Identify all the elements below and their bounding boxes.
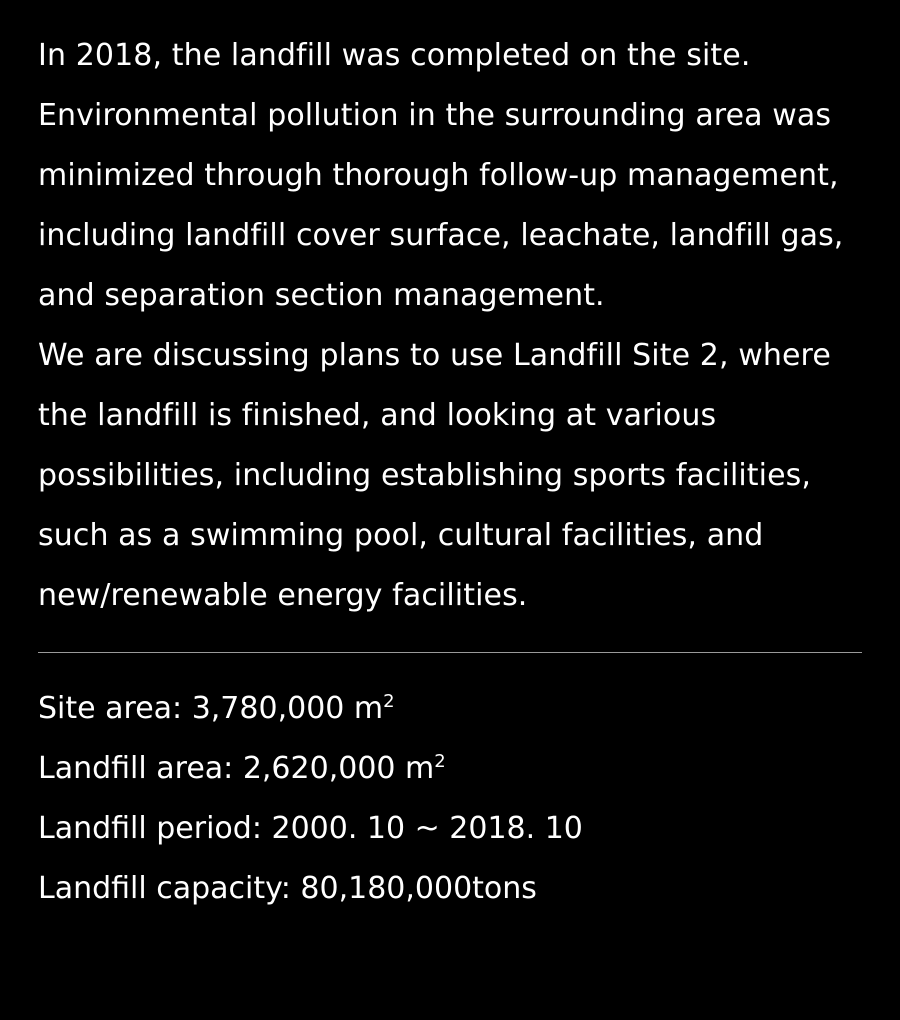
fact-value: 2000. 10 ~ 2018. 10	[271, 811, 583, 846]
fact-value: 80,180,000tons	[300, 871, 537, 906]
fact-value: 2,620,000 m	[242, 751, 435, 786]
fact-superscript: 2	[434, 751, 446, 772]
paragraph-1: In 2018, the landfill was completed on the site. Environmental pollution in the surrounding area was minimized through thorough follow-up management, including landfill cover surface, leachate, landfill gas, and separation section management.	[38, 38, 844, 313]
body-text-block	[38, 26, 862, 626]
fact-label: Landfill area:	[38, 751, 234, 786]
fact-landfill-capacity	[38, 859, 862, 919]
fact-label: Landfill period:	[38, 811, 262, 846]
fact-label: Landfill capacity:	[38, 871, 291, 906]
section-divider	[38, 652, 862, 653]
fact-value: 3,780,000 m	[191, 691, 384, 726]
fact-superscript: 2	[383, 691, 395, 712]
fact-landfill-period	[38, 799, 862, 859]
facts-list	[38, 679, 862, 919]
paragraph-2: We are discussing plans to use Landfill Site 2, where the landfill is finished, and looking at various possibilities, including establishing sports facilities, such as a swimming pool, cultural facilities, and new/renewable energy facilities.	[38, 338, 831, 613]
fact-site-area	[38, 679, 862, 739]
fact-landfill-area	[38, 739, 862, 799]
fact-label: Site area:	[38, 691, 183, 726]
